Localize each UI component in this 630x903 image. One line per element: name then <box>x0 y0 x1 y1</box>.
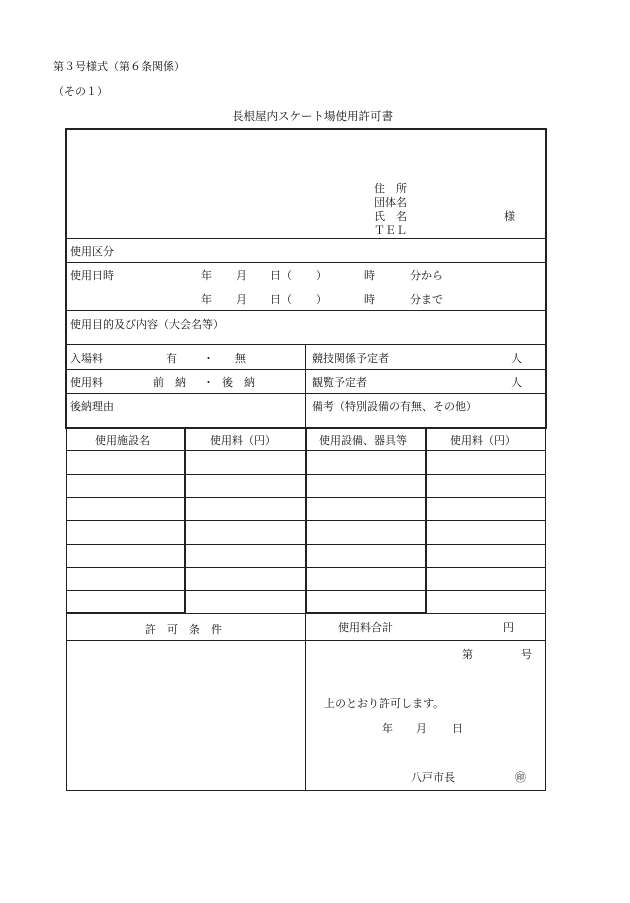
tel-label: ＴＥＬ <box>374 224 407 237</box>
mayor-label: 八戸市長 <box>411 771 455 784</box>
name-label: 氏 名 <box>374 210 407 223</box>
honorific: 様 <box>504 210 515 223</box>
row1-year: 年 <box>201 269 212 282</box>
prepay-option: 前 納 <box>153 376 186 389</box>
date-year: 年 <box>382 722 393 735</box>
usage-datetime-label: 使用日時 <box>70 269 114 282</box>
admission-label: 入場料 <box>70 352 103 365</box>
spectators-unit: 人 <box>511 376 522 389</box>
total-label: 使用料合計 <box>338 621 393 634</box>
row1-paren: ） <box>316 269 327 282</box>
row2-minute: 分まで <box>410 293 443 306</box>
address-label: 住 所 <box>374 182 407 195</box>
postpay-reason-label: 後納理由 <box>70 400 114 413</box>
sub-number: （その１） <box>53 85 108 98</box>
page-title: 長根屋内スケート場使用許可書 <box>232 109 393 123</box>
date-day: 日 <box>452 722 463 735</box>
admission-dot: ・ <box>203 352 214 365</box>
admission-no: 無 <box>235 352 246 365</box>
row1-minute: 分から <box>410 269 443 282</box>
seal-icon: ㊞ <box>515 771 526 784</box>
row1-day: 日（ <box>270 269 292 282</box>
row2-hour: 時 <box>364 293 375 306</box>
row1-month: 月 <box>236 269 247 282</box>
row2-year: 年 <box>201 293 212 306</box>
row2-month: 月 <box>236 293 247 306</box>
row1-hour: 時 <box>364 269 375 282</box>
remarks-label: 備考（特別設備の有無、その他） <box>312 400 477 413</box>
usage-fee-label: 使用料 <box>70 376 103 389</box>
number-suffix: 号 <box>521 648 532 661</box>
spectators-label: 観覧予定者 <box>312 376 367 389</box>
table-header-fee-2: 使用料（円） <box>450 434 516 447</box>
competitors-unit: 人 <box>511 352 522 365</box>
postpay-option: 後 納 <box>222 376 255 389</box>
competitors-label: 競技関係予定者 <box>312 352 389 365</box>
approval-text: 上のとおり許可します。 <box>324 697 445 710</box>
date-month: 月 <box>416 722 427 735</box>
group-label: 団体名 <box>374 196 407 209</box>
row2-day: 日（ <box>270 293 292 306</box>
fee-dot: ・ <box>203 376 214 389</box>
row2-paren: ） <box>316 293 327 306</box>
form-number: 第３号様式（第６条関係） <box>53 60 185 73</box>
number-prefix: 第 <box>462 648 473 661</box>
total-yen: 円 <box>503 621 514 634</box>
table-header-equipment: 使用設備、器具等 <box>319 434 407 447</box>
usage-category-label: 使用区分 <box>70 245 114 258</box>
table-header-facility: 使用施設名 <box>95 434 150 447</box>
admission-yes: 有 <box>166 352 177 365</box>
purpose-label: 使用目的及び内容（大会名等） <box>70 318 224 331</box>
conditions-label: 許 可 条 件 <box>145 623 222 636</box>
table-header-fee-1: 使用料（円） <box>210 434 276 447</box>
